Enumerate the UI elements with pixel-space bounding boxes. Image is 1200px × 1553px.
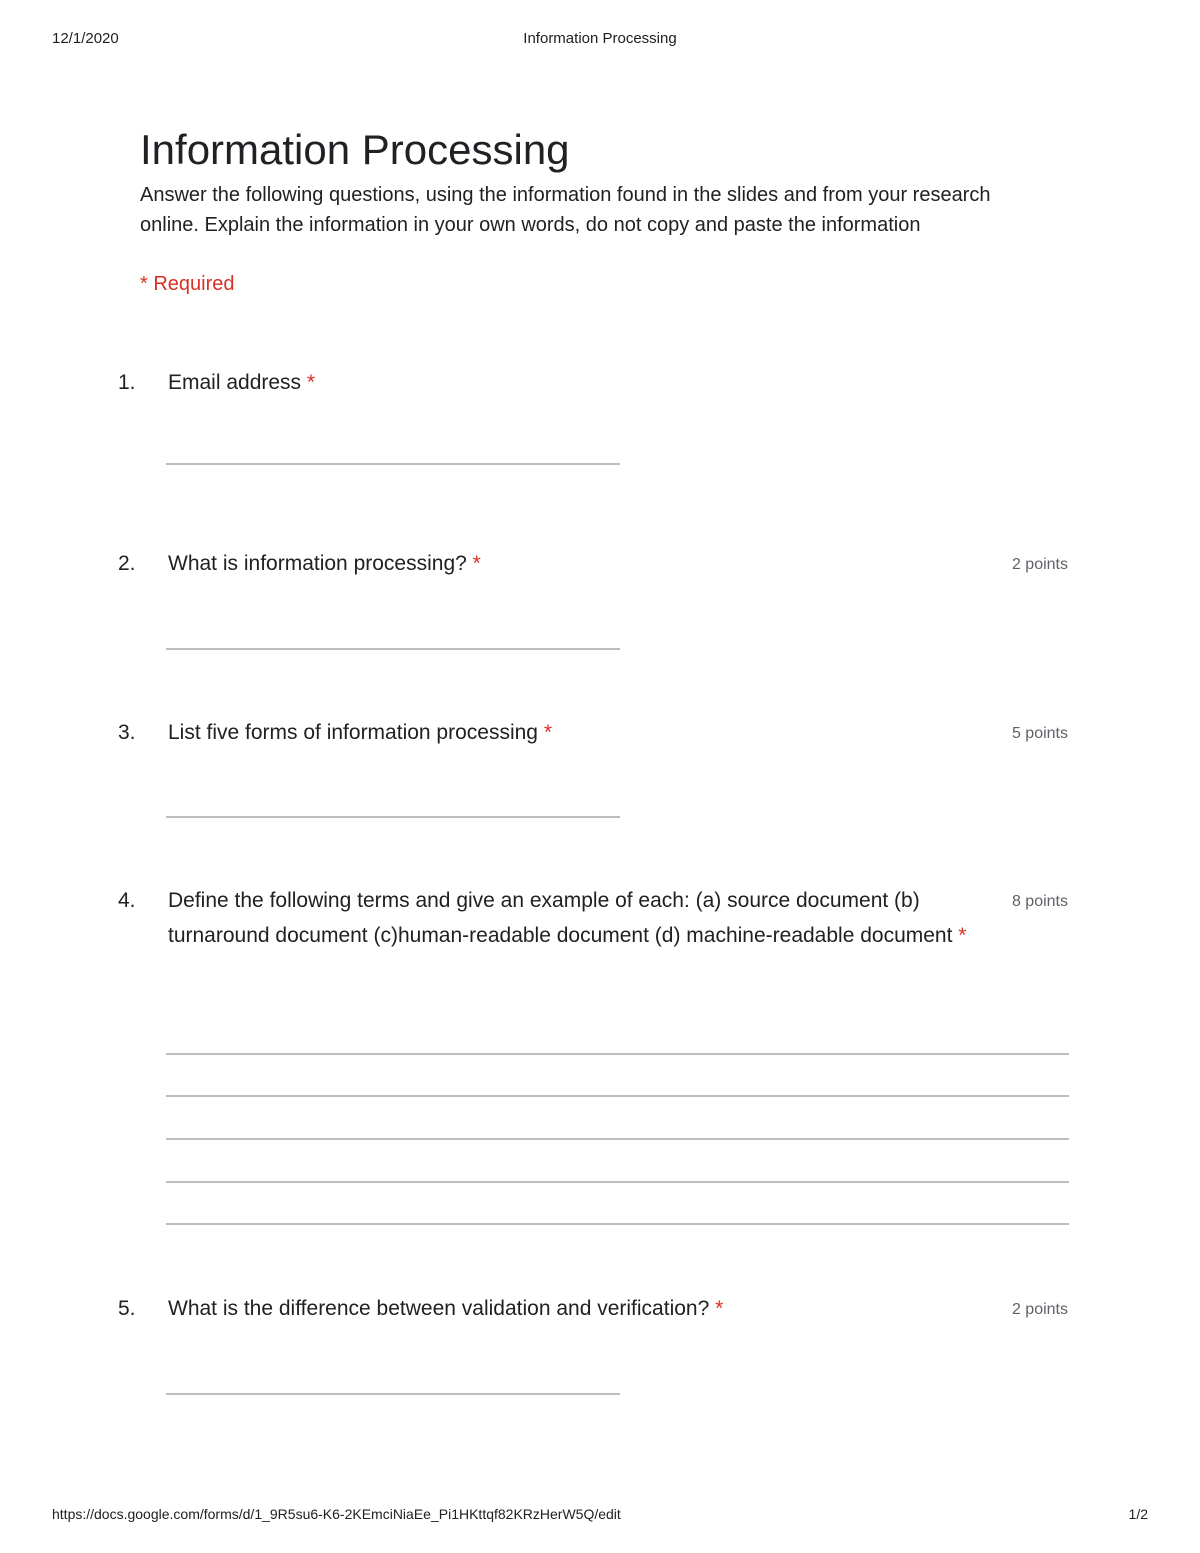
question-text	[168, 1291, 998, 1326]
answer-field-q4-line[interactable]	[166, 1138, 1069, 1140]
answer-field-q4-line[interactable]	[166, 1095, 1069, 1097]
question-points: 2 points	[1011, 556, 1068, 573]
question-number: 1.	[118, 371, 136, 394]
required-marker: *	[543, 721, 553, 744]
answer-field-q2[interactable]	[166, 648, 620, 650]
question-text	[168, 883, 998, 953]
form-description: Answer the following questions, using the information found in the slides and from your research online. Explain the information in your own words, do not copy and paste the information	[140, 184, 991, 236]
question-label: List five forms of information processing	[168, 721, 538, 744]
page-number: 1/2	[1128, 1506, 1148, 1522]
required-marker: *	[958, 924, 967, 947]
required-marker: *	[306, 371, 316, 394]
question-label: What is the difference between validation and verification?	[168, 1297, 710, 1320]
question-number: 5.	[118, 1297, 136, 1320]
answer-field-q4-line[interactable]	[166, 1223, 1069, 1225]
question-label: What is information processing?	[168, 552, 467, 575]
print-footer-url: https://docs.google.com/forms/d/1_9R5su6-K6-2KEmciNiaEe_Pi1HKttqf82KRzHerW5Q/edit	[52, 1506, 621, 1522]
answer-field-q5[interactable]	[166, 1393, 620, 1395]
answer-field-q4-line[interactable]	[166, 1181, 1069, 1183]
form-title: Information Processing	[140, 126, 570, 173]
question-text	[168, 365, 998, 400]
question-number: 4.	[118, 889, 136, 912]
print-date: 12/1/2020	[52, 30, 119, 47]
print-header-title: Information Processing	[523, 30, 677, 47]
question-number: 3.	[118, 721, 136, 744]
question-points: 5 points	[1011, 725, 1068, 742]
email-answer-field[interactable]	[166, 463, 620, 465]
question-text	[168, 715, 998, 750]
answer-field-q4-line[interactable]	[166, 1053, 1069, 1055]
answer-field-q3[interactable]	[166, 816, 620, 818]
question-number: 2.	[118, 552, 136, 575]
question-text	[168, 546, 998, 581]
required-marker: *	[472, 552, 481, 575]
question-points: 8 points	[1011, 893, 1068, 910]
required-note: * Required	[140, 273, 235, 295]
question-label: Email address	[168, 371, 302, 394]
question-points: 2 points	[1011, 1301, 1068, 1318]
required-marker: *	[715, 1297, 724, 1320]
question-label: Define the following terms and give an example of each: (a) source document (b) turnaround document (c)human-readable document (d) machine-readable document	[168, 889, 953, 947]
